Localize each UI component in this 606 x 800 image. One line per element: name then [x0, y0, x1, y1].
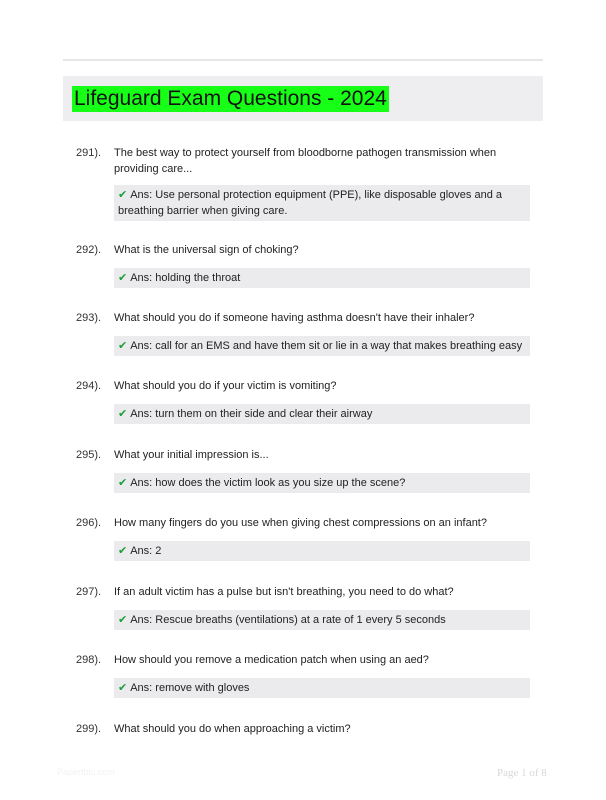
- answer-box: [114, 678, 530, 698]
- question-number: 291).: [76, 147, 102, 159]
- question-text: What is the universal sign of choking?: [114, 244, 299, 256]
- answer-text: Ans: holding the throat: [130, 272, 241, 284]
- answer-box: [114, 268, 530, 288]
- question-number: 299).: [76, 723, 102, 735]
- check-icon: ✔: [118, 682, 128, 694]
- question-number: 298).: [76, 654, 102, 666]
- answer-text: Ans: 2: [130, 545, 162, 557]
- check-icon: ✔: [118, 477, 128, 489]
- check-icon: ✔: [118, 408, 128, 420]
- check-icon: ✔: [118, 189, 128, 201]
- question-text: If an adult victim has a pulse but isn't breathing, you need to do what?: [114, 586, 454, 598]
- page-indicator: Page 1 of 8: [497, 767, 547, 779]
- answer-box: [114, 404, 530, 424]
- question-text: What your initial impression is...: [114, 449, 269, 461]
- check-icon: ✔: [118, 340, 128, 352]
- check-icon: ✔: [118, 272, 128, 284]
- question-text: How should you remove a medication patch when using an aed?: [114, 654, 429, 666]
- footer-watermark: Papertblc.com: [57, 767, 115, 777]
- answer-box: [114, 336, 530, 356]
- answer-text: Ans: remove with gloves: [130, 682, 250, 694]
- check-icon: ✔: [118, 614, 128, 626]
- answer-text: Ans: turn them on their side and clear their airway: [130, 408, 373, 420]
- page-title: Lifeguard Exam Questions - 2024: [74, 87, 387, 110]
- question-text: What should you do when approaching a victim?: [114, 723, 351, 735]
- question-number: 297).: [76, 586, 102, 598]
- answer-box: [114, 610, 530, 630]
- top-divider: [63, 59, 543, 61]
- question-number: 295).: [76, 449, 102, 461]
- question-number: 293).: [76, 312, 102, 324]
- check-icon: ✔: [118, 545, 128, 557]
- answer-box: [114, 185, 530, 221]
- question-text: What should you do if your victim is vomiting?: [114, 380, 337, 392]
- answer-text: Ans: how does the victim look as you size up the scene?: [130, 477, 406, 489]
- answer-box: [114, 541, 530, 561]
- answer-text: Ans: call for an EMS and have them sit or lie in a way that makes breathing easy: [130, 340, 523, 352]
- question-number: 294).: [76, 380, 102, 392]
- question-text: How many fingers do you use when giving chest compressions on an infant?: [114, 517, 487, 529]
- question-text: What should you do if someone having asthma doesn't have their inhaler?: [114, 312, 475, 324]
- answer-text: Ans: Rescue breaths (ventilations) at a rate of 1 every 5 seconds: [130, 614, 446, 626]
- answer-box: [114, 473, 530, 493]
- title-banner: [63, 76, 543, 121]
- question-text: The best way to protect yourself from bloodborne pathogen transmission when providing care...: [114, 147, 497, 175]
- question-number: 296).: [76, 517, 102, 529]
- answer-text: Ans: Use personal protection equipment (PPE), like disposable gloves and a breathing barrier when giving care.: [118, 189, 502, 217]
- question-number: 292).: [76, 244, 102, 256]
